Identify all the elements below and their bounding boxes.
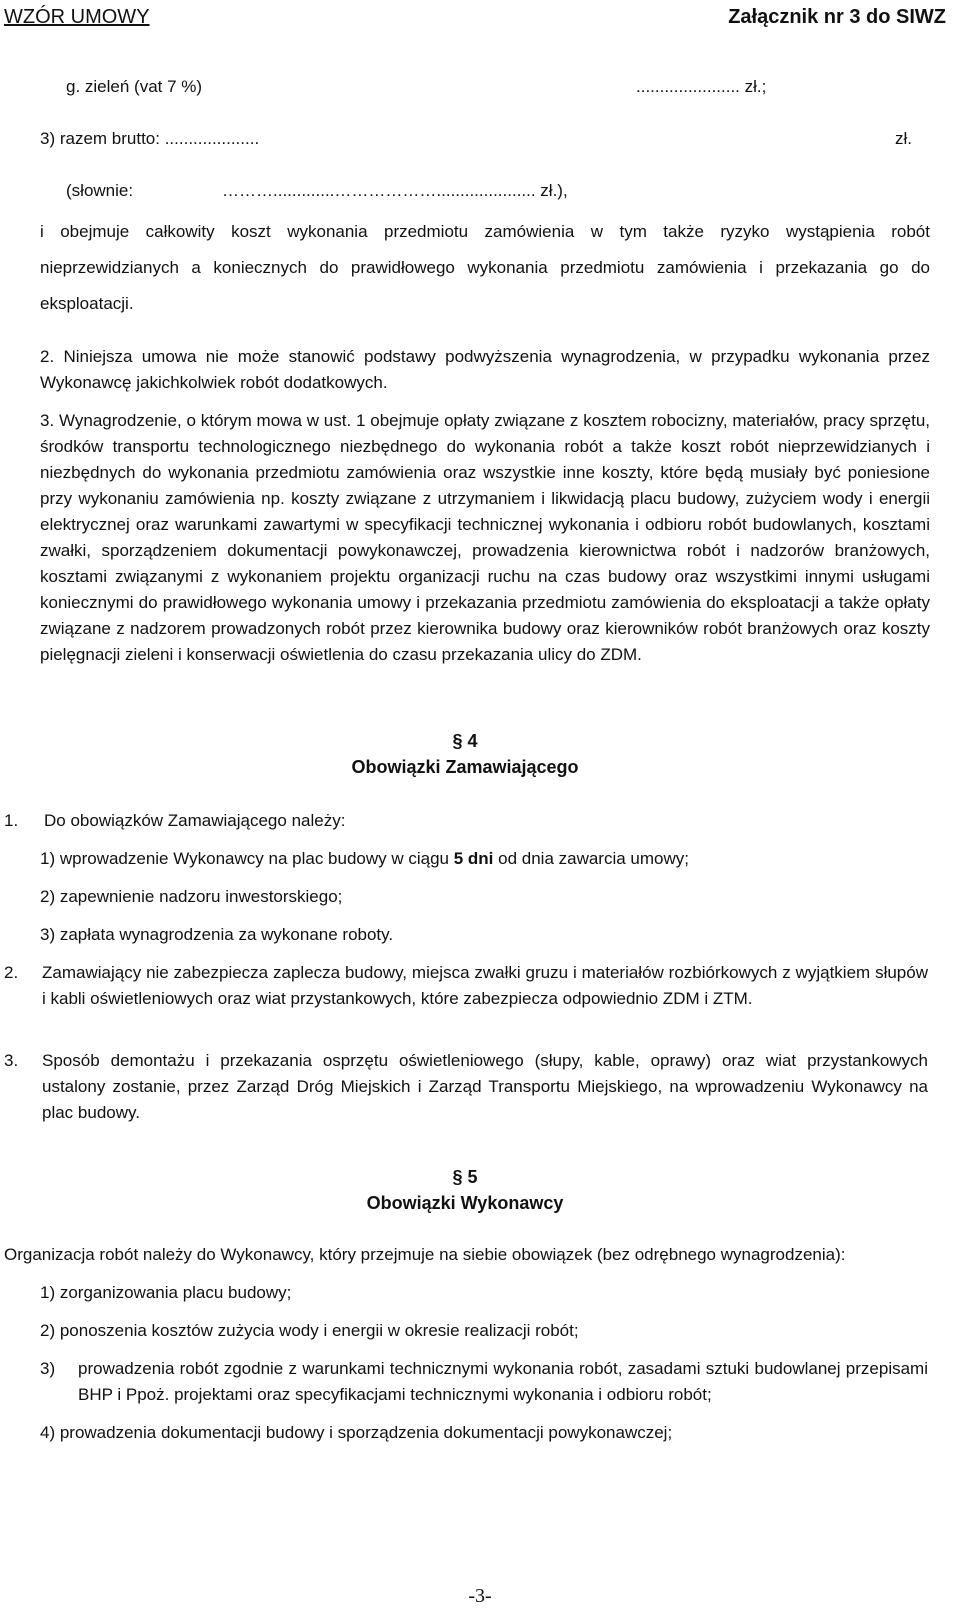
section-5-subitem-3-number: 3) [40,1359,56,1378]
section-5-intro: Organizacja robót należy do Wykonawcy, który przejmuje na siebie obowiązek (bez odrębnego wynagrodzenia): [4,1245,846,1264]
section-5-subitem-4: 4) prowadzenia dokumentacji budowy i sporządzenia dokumentacji powykonawczej; [40,1423,673,1442]
section-4-subitem-1-post: od dnia zawarcia umowy; [493,849,689,868]
section-4-item-1-number: 1. [4,811,19,830]
page-number: -3- [468,1585,492,1607]
in-words-value: ……….............………………..................... zł.), [222,181,568,200]
section-5-title: Obowiązki Wykonawcy [366,1193,564,1213]
attachment-label: Załącznik nr 3 do SIWZ [728,6,946,28]
section-4-item-2-number: 2. [4,963,19,982]
remuneration-includes-paragraph: 3. Wynagrodzenie, o którym mowa w ust. 1 obejmuje opłaty związane z kosztem robocizny, materiałów, pracy sprzętu, środków transportu technologicznego niezbędnego do wykonania robót a także koszt robót nieprzewidzianych i niezbędnych do wykonania przedmiotu zamówienia oraz wszystkie inne koszty, które będą musiały być poniesione przy wykonaniu zamówienia np. koszty związane z utrzymaniem i likwidacją placu budowy, zużyciem wody i energii elektrycznej oraz warunkami zawartymi w specyfikacji technicznej wykonania i odbioru robót budowlanych, kosztami zwałki, sporządzeniem dokumentacji powykonawczej, prowadzenia kierownictwa robót i nadzorów branżowych, kosztami związanymi z wykonaniem projektu organizacji ruchu na czas budowy oraz wszystkimi innymi usługami koniecznymi do prawidłowego wykonania umowy i przekazania przedmiotu zamówienia do eksploatacji a także opłaty związane z nadzorem prowadzonych robót przez kierownika budowy oraz kierowników robót branżowych oraz koszty pielęgnacji zieleni i konserwacji oświetlenia do czasu przekazania ulicy do ZDM. [40,411,930,664]
in-words-label: (słownie: [66,181,134,200]
section-4-subitem-3: 3) zapłata wynagrodzenia za wykonane roboty. [40,925,394,944]
section-4-subitem-1-pre: 1) wprowadzenie Wykonawcy na plac budowy w ciągu [40,849,454,868]
section-4-item-1-text: Do obowiązków Zamawiającego należy: [44,811,346,830]
section-4-number: § 4 [452,731,478,751]
section-5-number: § 5 [452,1167,478,1187]
total-gross-label: 3) razem brutto: .................... [40,129,260,148]
section-4-subitem-1-bold: 5 dni [453,849,494,868]
section-4-title: Obowiązki Zamawiającego [351,757,579,777]
remuneration-scope-paragraph: i obejmuje całkowity koszt wykonania przedmiotu zamówienia w tym także ryzyko wystąpienia robót nieprzewidzianych a koniecznych do prawidłowego wykonania przedmiotu zamówienia i przekazania go do eksploatacji. [40,222,930,313]
section-5-subitem-2: 2) ponoszenia kosztów zużycia wody i energii w okresie realizacji robót; [40,1321,579,1340]
green-vat-value: ...................... zł.; [636,77,767,96]
total-gross-value: zł. [895,129,912,148]
section-5-subitem-3-text: prowadzenia robót zgodnie z warunkami technicznymi wykonania robót, zasadami sztuki budowlanej przepisami BHP i Ppoż. projektami oraz specyfikacjami technicznymi wykonania i odbioru robót; [78,1359,928,1404]
section-4-subitem-1 [40,846,689,872]
section-4-item-3-number: 3. [4,1051,19,1070]
no-increase-paragraph: 2. Niniejsza umowa nie może stanowić podstawy podwyższenia wynagrodzenia, w przypadku wykonania przez Wykonawcę jakichkolwiek robót dodatkowych. [40,347,930,392]
section-5-subitem-1: 1) zorganizowania placu budowy; [40,1283,292,1302]
section-4-item-3-text: Sposób demontażu i przekazania osprzętu oświetleniowego (słupy, kable, oprawy) oraz wiat przystankowych ustalony zostanie, przez Zarząd Dróg Miejskich i Zarząd Transportu Miejskiego, na wprowadzeniu Wykonawcy na plac budowy. [42,1051,928,1122]
green-vat-label: g. zieleń (vat 7 %) [66,77,203,96]
section-4-item-2-text: Zamawiający nie zabezpiecza zaplecza budowy, miejsca zwałki gruzu i materiałów rozbiórkowych z wyjątkiem słupów i kabli oświetleniowych oraz wiat przystankowych, które zabezpiecza odpowiednio ZDM i ZTM. [42,963,928,1008]
document-title: WZÓR UMOWY [4,6,150,28]
section-4-subitem-2: 2) zapewnienie nadzoru inwestorskiego; [40,887,343,906]
